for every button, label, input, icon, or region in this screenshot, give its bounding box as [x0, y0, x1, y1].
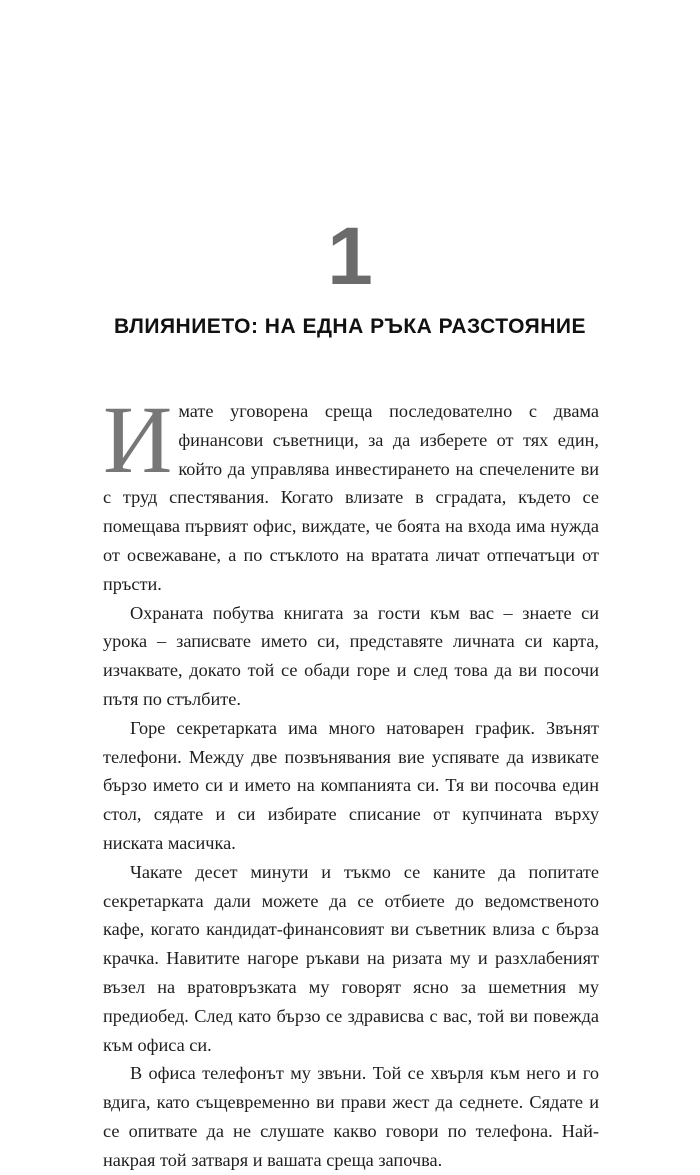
- paragraph-1-text: мате уговорена среща последователно с двама финансови съветници, за да изберете от тях един, който да управлява инвестирането на спечелените ви с труд спестявания. Когато влизате в сградата, където се помещава първият офис, виждате, че боята на входа има нужда от освежаване, а по стъклото на вратата личат отпечатъци от пръсти.: [103, 401, 599, 594]
- paragraph-2: Охраната побутва книгата за гости към вас – знаете си урока – записвате името си, представяте личната си карта, изчаквате, докато той се обади горе и след това да ви посочи пътя по стълбите.: [103, 602, 599, 709]
- chapter-title: ВЛИЯНИЕТО: НА ЕДНА РЪКА РАЗСТОЯНИЕ: [113, 315, 586, 338]
- chapter-body: [103, 386, 599, 1175]
- paragraph-4: Чакате десет минути и тъкмо се каните да попитате секретарката дали можете да се отбиете до ведомственото кафе, когато кандидат-финансовият ви съветник влиза с бърза крачка. Навитите нагоре ръкави на ризата му и разхлабеният възел на вратовръзката му говорят ясно за шеметния му предиобед. След като бързо се здрависва с вас, той ви повежда към офиса си.: [103, 861, 599, 1055]
- paragraph-5: В офиса телефонът му звъни. Той се хвърля към него и го вдига, като същевременно ви прави жест да седнете. Сядате и се опитвате да не слушате какво говори по телефона. Най-накрая той затваря и вашата среща започва.: [103, 1063, 599, 1170]
- drop-cap: И: [103, 386, 173, 493]
- chapter-number: 1: [327, 211, 373, 302]
- paragraph-3: Горе секретарката има много натоварен график. Звънят телефони. Между две позвънявания вие успявате да извикате бързо името си и името на компанията си. Тя ви посочва един стол, сядате и си избирате списание от купчината върху ниската масичка.: [103, 717, 599, 853]
- paragraph-1: [103, 386, 599, 599]
